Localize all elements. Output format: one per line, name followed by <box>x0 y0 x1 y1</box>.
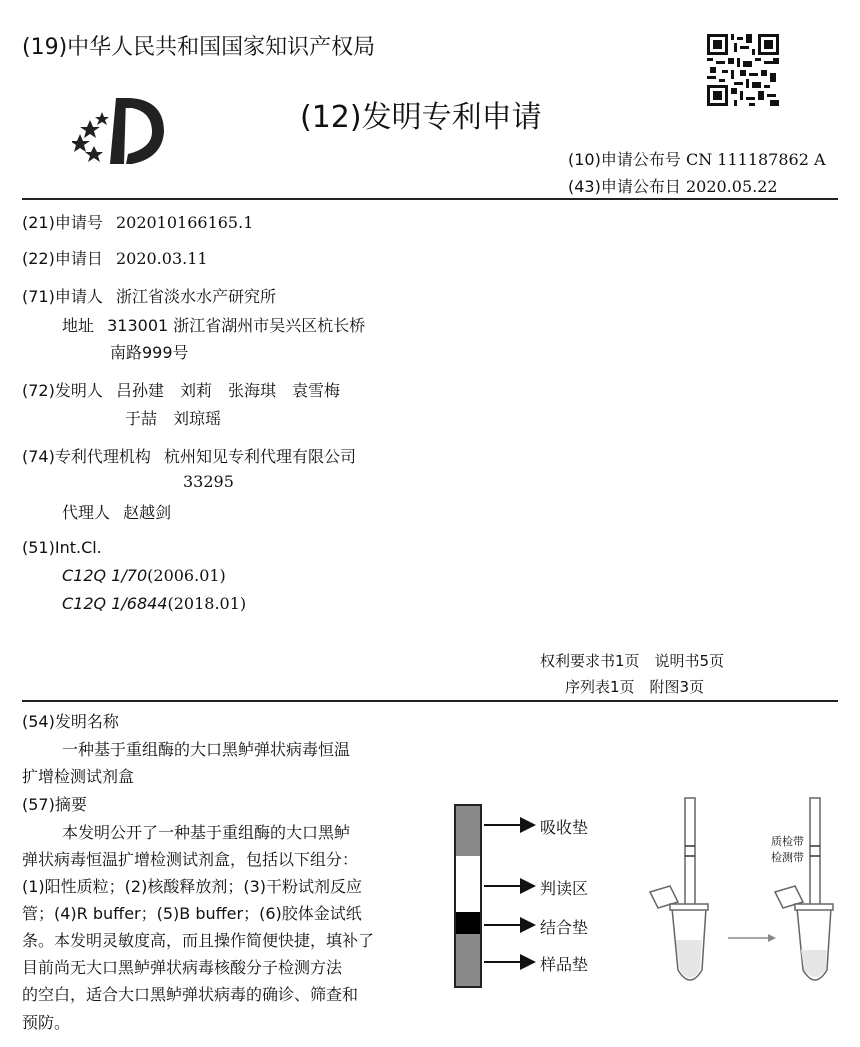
publication-date: 2020.05.22 <box>685 177 778 196</box>
ipc-code: C12Q 1/70 <box>62 566 148 585</box>
agency-label: (74)专利代理机构 <box>22 447 151 466</box>
cnipa-logo <box>72 90 172 170</box>
publication-number-label: (10)申请公布号 <box>568 150 681 169</box>
title-label: (54)发明名称 <box>22 712 119 731</box>
reading-zone-label: 判读区 <box>540 879 589 898</box>
address-label: 地址 <box>62 316 95 335</box>
agency: 杭州知见专利代理有限公司 <box>163 447 356 466</box>
applicant: 浙江省淡水水产研究所 <box>115 287 276 306</box>
abstract-line: 预防。 <box>22 1013 71 1032</box>
conjugate-pad <box>456 912 480 934</box>
reading-zone <box>456 856 480 912</box>
test-strip <box>454 804 482 988</box>
invention-title-line1: 一种基于重组酶的大口黑鲈弹状病毒恒温 <box>62 740 351 759</box>
page-counts-line2: 序列表1页 附图3页 <box>565 678 705 696</box>
ipc-code: C12Q 1/6844 <box>62 594 168 613</box>
filing-date-label: (22)申请日 <box>22 249 103 268</box>
publication-number: CN 111187862 A <box>685 150 826 169</box>
filing-date: 2020.03.11 <box>115 249 208 268</box>
ipc-entry <box>62 594 246 613</box>
abstract-line: 条。本发明灵敏度高，而且操作简便快捷，填补了 <box>22 931 375 950</box>
sample-pad-label: 样品垫 <box>540 955 589 974</box>
agency-code: 33295 <box>183 472 234 491</box>
absorbent-pad <box>456 806 480 856</box>
abstract-line: 的空白，适合大口黑鲈弹状病毒的确诊、筛查和 <box>22 985 359 1004</box>
abstract-line: 管；(4)R buffer；(5)B buffer；(6)胶体金试纸 <box>22 904 362 923</box>
agent: 赵越剑 <box>123 503 172 522</box>
header-divider <box>22 198 838 200</box>
abstract-line: 目前尚无大口黑鲈弹状病毒核酸分子检测方法 <box>22 958 343 977</box>
inventors-line2: 于喆 刘琼瑶 <box>125 409 222 428</box>
test-band-label: 检测带 <box>771 851 804 864</box>
application-number: 202010166165.1 <box>115 213 254 232</box>
quality-control-band-label: 质检带 <box>771 835 804 848</box>
address-line2: 南路999号 <box>110 343 189 362</box>
inventors-line1: 吕孙建 刘莉 张海琪 袁雪梅 <box>115 381 340 400</box>
applicant-label: (71)申请人 <box>22 287 103 306</box>
int-cl-label: (51)Int.Cl. <box>22 538 102 557</box>
ipc-date: (2006.01) <box>147 566 226 585</box>
ipc-entry <box>62 566 226 585</box>
abstract-label: (57)摘要 <box>22 795 87 814</box>
sample-pad <box>456 934 480 986</box>
absorbent-pad-label: 吸收垫 <box>540 818 589 837</box>
tube-diagram <box>640 790 850 1040</box>
body-divider <box>22 700 838 702</box>
document-type: (12)发明专利申请 <box>300 100 542 135</box>
authority-title: (19)中华人民共和国国家知识产权局 <box>22 35 376 60</box>
qr-code-icon <box>707 34 779 106</box>
abstract-line: 本发明公开了一种基于重组酶的大口黑鲈 <box>62 823 351 842</box>
publication-date-label: (43)申请公布日 <box>568 177 681 196</box>
abstract-line: (1)阳性质粒；(2)核酸释放剂；(3)干粉试剂反应 <box>22 877 362 896</box>
page-counts-line1: 权利要求书1页 说明书5页 <box>540 652 725 670</box>
ipc-date: (2018.01) <box>167 594 247 613</box>
strip-arrows <box>480 810 540 970</box>
conjugate-pad-label: 结合垫 <box>540 918 589 937</box>
inventor-label: (72)发明人 <box>22 381 103 400</box>
application-number-label: (21)申请号 <box>22 213 103 232</box>
agent-label: 代理人 <box>62 503 111 522</box>
address-line1: 313001 浙江省湖州市吴兴区杭长桥 <box>107 316 366 335</box>
invention-title-line2: 扩增检测试剂盒 <box>22 767 135 786</box>
abstract-line: 弹状病毒恒温扩增检测试剂盒，包括以下组分： <box>22 850 359 869</box>
